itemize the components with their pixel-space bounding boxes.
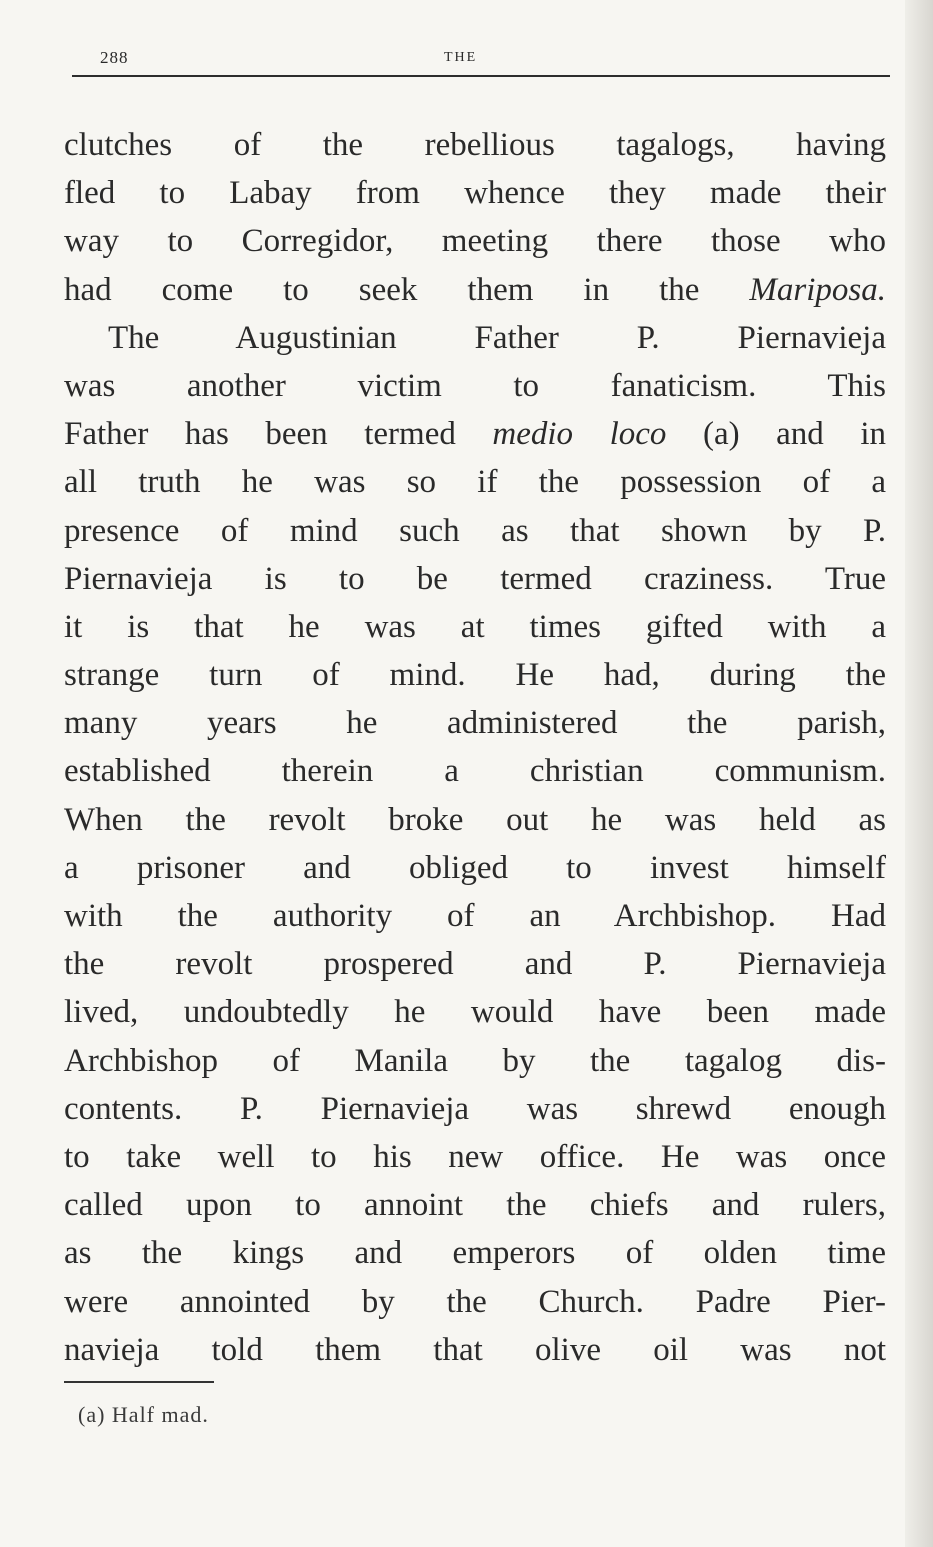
line-text: established therein a christian communism.: [64, 753, 886, 790]
line-after-text: (a) and in: [666, 416, 886, 453]
line-text: clutches of the rebellious tagalogs, having: [64, 127, 886, 163]
text-line: [64, 1133, 886, 1181]
line-text: were annointed by the Church. Padre Pier-: [64, 1283, 886, 1320]
line-text: The Augustinian Father P. Piernavieja: [108, 319, 886, 356]
line-text: many years he administered the parish,: [64, 705, 886, 742]
line-text: When the revolt broke out he was held as: [64, 801, 886, 838]
text-line: [64, 603, 886, 651]
text-line: [64, 988, 886, 1036]
line-text: a prisoner and obliged to invest himself: [64, 849, 886, 886]
text-line: [64, 1085, 886, 1133]
running-head: THE: [444, 50, 478, 65]
line-text: contents. P. Piernavieja was shrewd enough: [64, 1090, 886, 1127]
line-text: it is that he was at times gifted with a: [64, 608, 886, 645]
line-text: presence of mind such as that shown by P.: [64, 512, 886, 549]
header-rule: [72, 75, 890, 77]
text-line: [64, 796, 886, 844]
page-edge-shadow: [905, 0, 933, 1547]
line-text: all truth he was so if the possession of a: [64, 464, 886, 501]
line-text: fled to Labay from whence they made their: [64, 175, 886, 212]
line-text: as the kings and emperors of olden time: [64, 1235, 886, 1272]
page-number: 288: [100, 48, 129, 67]
footnote-rule: [64, 1381, 214, 1383]
text-line: [64, 410, 886, 458]
line-text: to take well to his new office. He was once: [64, 1138, 886, 1175]
text-line: [64, 169, 886, 217]
line-text: navieja told them that olive oil was not: [64, 1331, 886, 1368]
text-line: [64, 555, 886, 603]
text-line: [64, 1229, 886, 1277]
line-text: the revolt prospered and P. Piernavieja: [64, 946, 886, 983]
line-text: Piernavieja is to be termed craziness. True: [64, 560, 886, 597]
line-text: had come to seek them in the: [64, 271, 750, 308]
body-text: [64, 121, 886, 1374]
line-italic-text: medio loco: [492, 416, 667, 453]
text-line: [64, 747, 886, 795]
text-line: [64, 699, 886, 747]
line-text: way to Corregidor, meeting there those who: [64, 223, 886, 260]
text-line: [64, 266, 886, 314]
text-line: [64, 217, 886, 265]
footnote: (a) Half mad.: [78, 1402, 209, 1427]
text-line: [64, 362, 886, 410]
text-line: [64, 507, 886, 555]
line-text: strange turn of mind. He had, during the: [64, 657, 886, 694]
line-text: Archbishop of Manila by the tagalog dis-: [64, 1042, 886, 1079]
text-line: [64, 1278, 886, 1326]
line-text: Father has been termed: [64, 416, 493, 453]
line-text: called upon to annoint the chiefs and rulers,: [64, 1187, 886, 1224]
text-line: [64, 1181, 886, 1229]
text-line: [64, 844, 886, 892]
text-line: [64, 458, 886, 506]
page-header: [72, 44, 890, 84]
text-line: [64, 314, 886, 362]
text-line: [64, 892, 886, 940]
text-line: [64, 1326, 886, 1374]
line-italic-text: Mariposa.: [749, 271, 886, 308]
line-text: with the authority of an Archbishop. Had: [64, 898, 886, 934]
text-line: [64, 940, 886, 988]
line-text: lived, undoubtedly he would have been made: [64, 994, 886, 1031]
text-line: [64, 121, 886, 169]
line-text: was another victim to fanaticism. This: [64, 367, 886, 404]
text-line: [64, 1037, 886, 1085]
text-line: [64, 651, 886, 699]
